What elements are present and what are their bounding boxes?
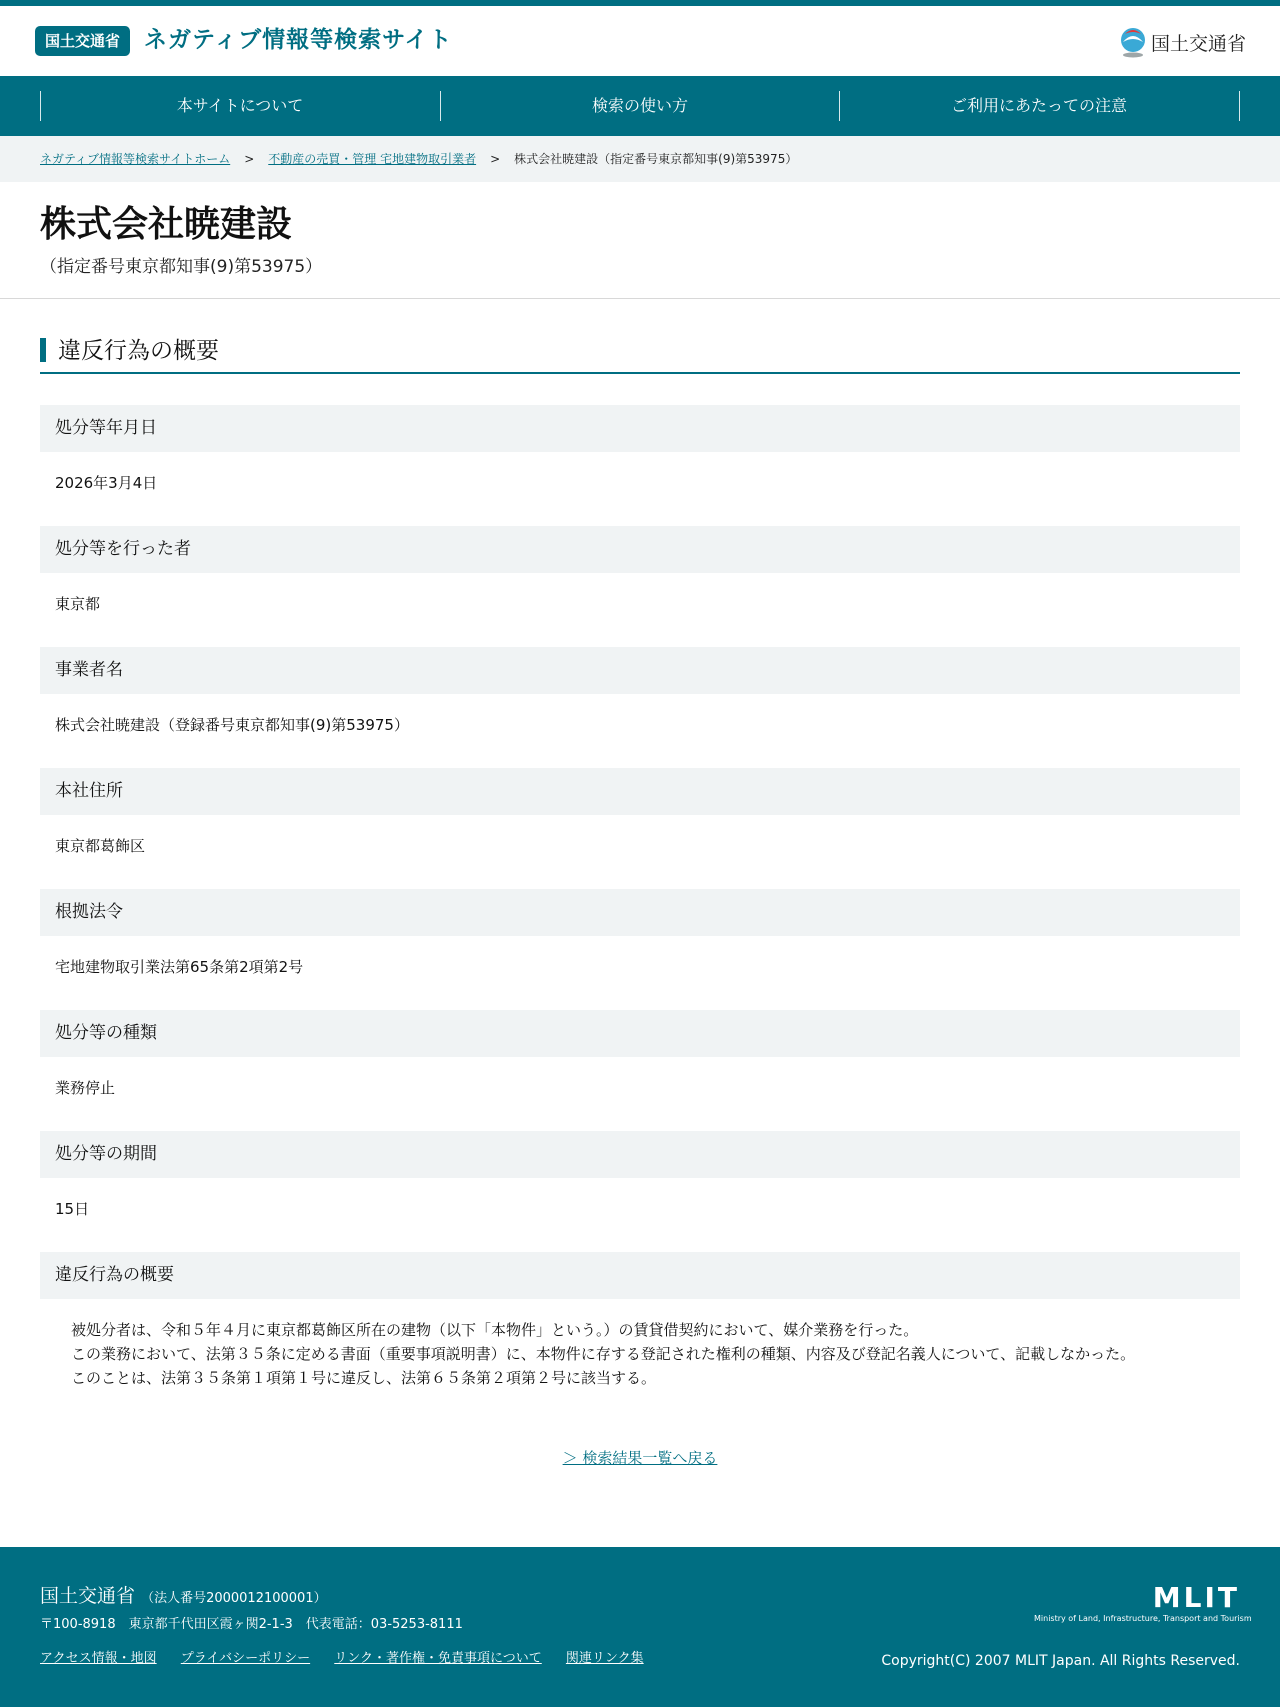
field-label-head-office: 本社住所 — [40, 768, 1240, 815]
field-value-head-office: 東京都葛飾区 — [55, 837, 146, 855]
breadcrumb-separator: > — [490, 152, 501, 166]
footer-link-access-map[interactable]: アクセス情報・地図 — [40, 1651, 157, 1666]
section-heading — [40, 336, 1240, 374]
field-label-disposing-authority: 処分等を行った者 — [40, 526, 1240, 573]
footer-address: 〒100-8918 東京都千代田区霞ヶ関2-1-3 代表電話：03-5253-8111 — [40, 1617, 463, 1632]
footer-links — [40, 1649, 664, 1669]
mlit-logo-mark: MLIT — [1152, 1581, 1240, 1614]
footer-link-privacy-policy[interactable]: プライバシーポリシー — [180, 1651, 311, 1666]
nav-usage-notes[interactable]: ご利用にあたっての注意 — [950, 96, 1127, 115]
site-header — [0, 6, 1280, 76]
ministry-badge[interactable]: 国土交通省 — [35, 26, 130, 56]
breadcrumb-current: 株式会社暁建設（指定番号東京都知事(9)第53975） — [514, 152, 798, 166]
breadcrumb-category-link[interactable]: 不動産の売買・管理 宅地建物取引業者 — [268, 152, 477, 166]
section-heading-bar — [40, 338, 46, 362]
title-divider — [0, 298, 1280, 299]
violation-summary-line: 被処分者は、令和５年４月に東京都葛飾区所在の建物（以下「本物件」という。）の賃貸借契約において、媒介業務を行った。 — [71, 1321, 919, 1339]
footer-org — [40, 1583, 327, 1612]
field-value-disposing-authority: 東京都 — [55, 595, 101, 613]
field-value-disposition-date: 2026年3月4日 — [55, 474, 158, 492]
nav-how-to-search[interactable]: 検索の使い方 — [591, 96, 688, 115]
field-label-violation-summary: 違反行為の概要 — [40, 1252, 1240, 1299]
mlit-logo-tagline: Ministry of Land, Infrastructure, Transport and Tourism — [1034, 1614, 1252, 1623]
nav-divider — [1239, 91, 1240, 121]
footer-link-copyright-disclaimer[interactable]: リンク・著作権・免責事項について — [334, 1651, 542, 1666]
mlit-logo[interactable] — [1034, 1581, 1252, 1627]
back-to-results-link[interactable]: ＞ 検索結果一覧へ戻る — [562, 1449, 718, 1467]
back-to-results — [0, 1444, 1280, 1472]
breadcrumb — [0, 136, 1280, 182]
field-label-disposition-date: 処分等年月日 — [40, 405, 1240, 452]
site-footer — [0, 1547, 1280, 1707]
footer-copyright: Copyright(C) 2007 MLIT Japan. All Rights Reserved. — [881, 1653, 1240, 1669]
page-subtitle: （指定番号東京都知事(9)第53975） — [40, 257, 323, 277]
field-label-business-name: 事業者名 — [40, 647, 1240, 694]
breadcrumb-home-link[interactable]: ネガティブ情報等検索サイトホーム — [40, 152, 231, 166]
ministry-logo[interactable] — [1119, 24, 1246, 60]
section-heading-label: 違反行為の概要 — [58, 338, 219, 364]
footer-link-related-links[interactable]: 関連リンク集 — [565, 1651, 644, 1666]
footer-corp-number: （法人番号2000012100001） — [141, 1591, 327, 1606]
field-value-business-name: 株式会社暁建設（登録番号東京都知事(9)第53975） — [55, 716, 409, 734]
page-title: 株式会社暁建設 — [40, 204, 293, 245]
site-title[interactable]: ネガティブ情報等検索サイト — [144, 27, 453, 53]
ministry-emblem-icon — [1119, 26, 1147, 58]
violation-summary-line: このことは、法第３５条第１項第１号に違反し、法第６５条第２項第２号に該当する。 — [71, 1369, 657, 1387]
field-label-disposition-type: 処分等の種類 — [40, 1010, 1240, 1057]
breadcrumb-separator: > — [244, 152, 255, 166]
field-value-legal-basis: 宅地建物取引業法第65条第2項第2号 — [55, 958, 304, 976]
footer-org-name: 国土交通省 — [40, 1585, 136, 1607]
field-label-legal-basis: 根拠法令 — [40, 889, 1240, 936]
field-value-disposition-period: 15日 — [55, 1200, 90, 1218]
violation-summary-line: この業務において、法第３５条に定める書面（重要事項説明書）に、本物件に存する登記された権利の種類、内容及び登記名義人について、記載しなかった。 — [71, 1345, 1136, 1363]
global-nav — [0, 76, 1280, 136]
field-label-disposition-period: 処分等の期間 — [40, 1131, 1240, 1178]
ministry-logo-text: 国土交通省 — [1150, 32, 1246, 55]
nav-about-site[interactable]: 本サイトについて — [176, 96, 304, 115]
field-value-disposition-type: 業務停止 — [55, 1079, 116, 1097]
